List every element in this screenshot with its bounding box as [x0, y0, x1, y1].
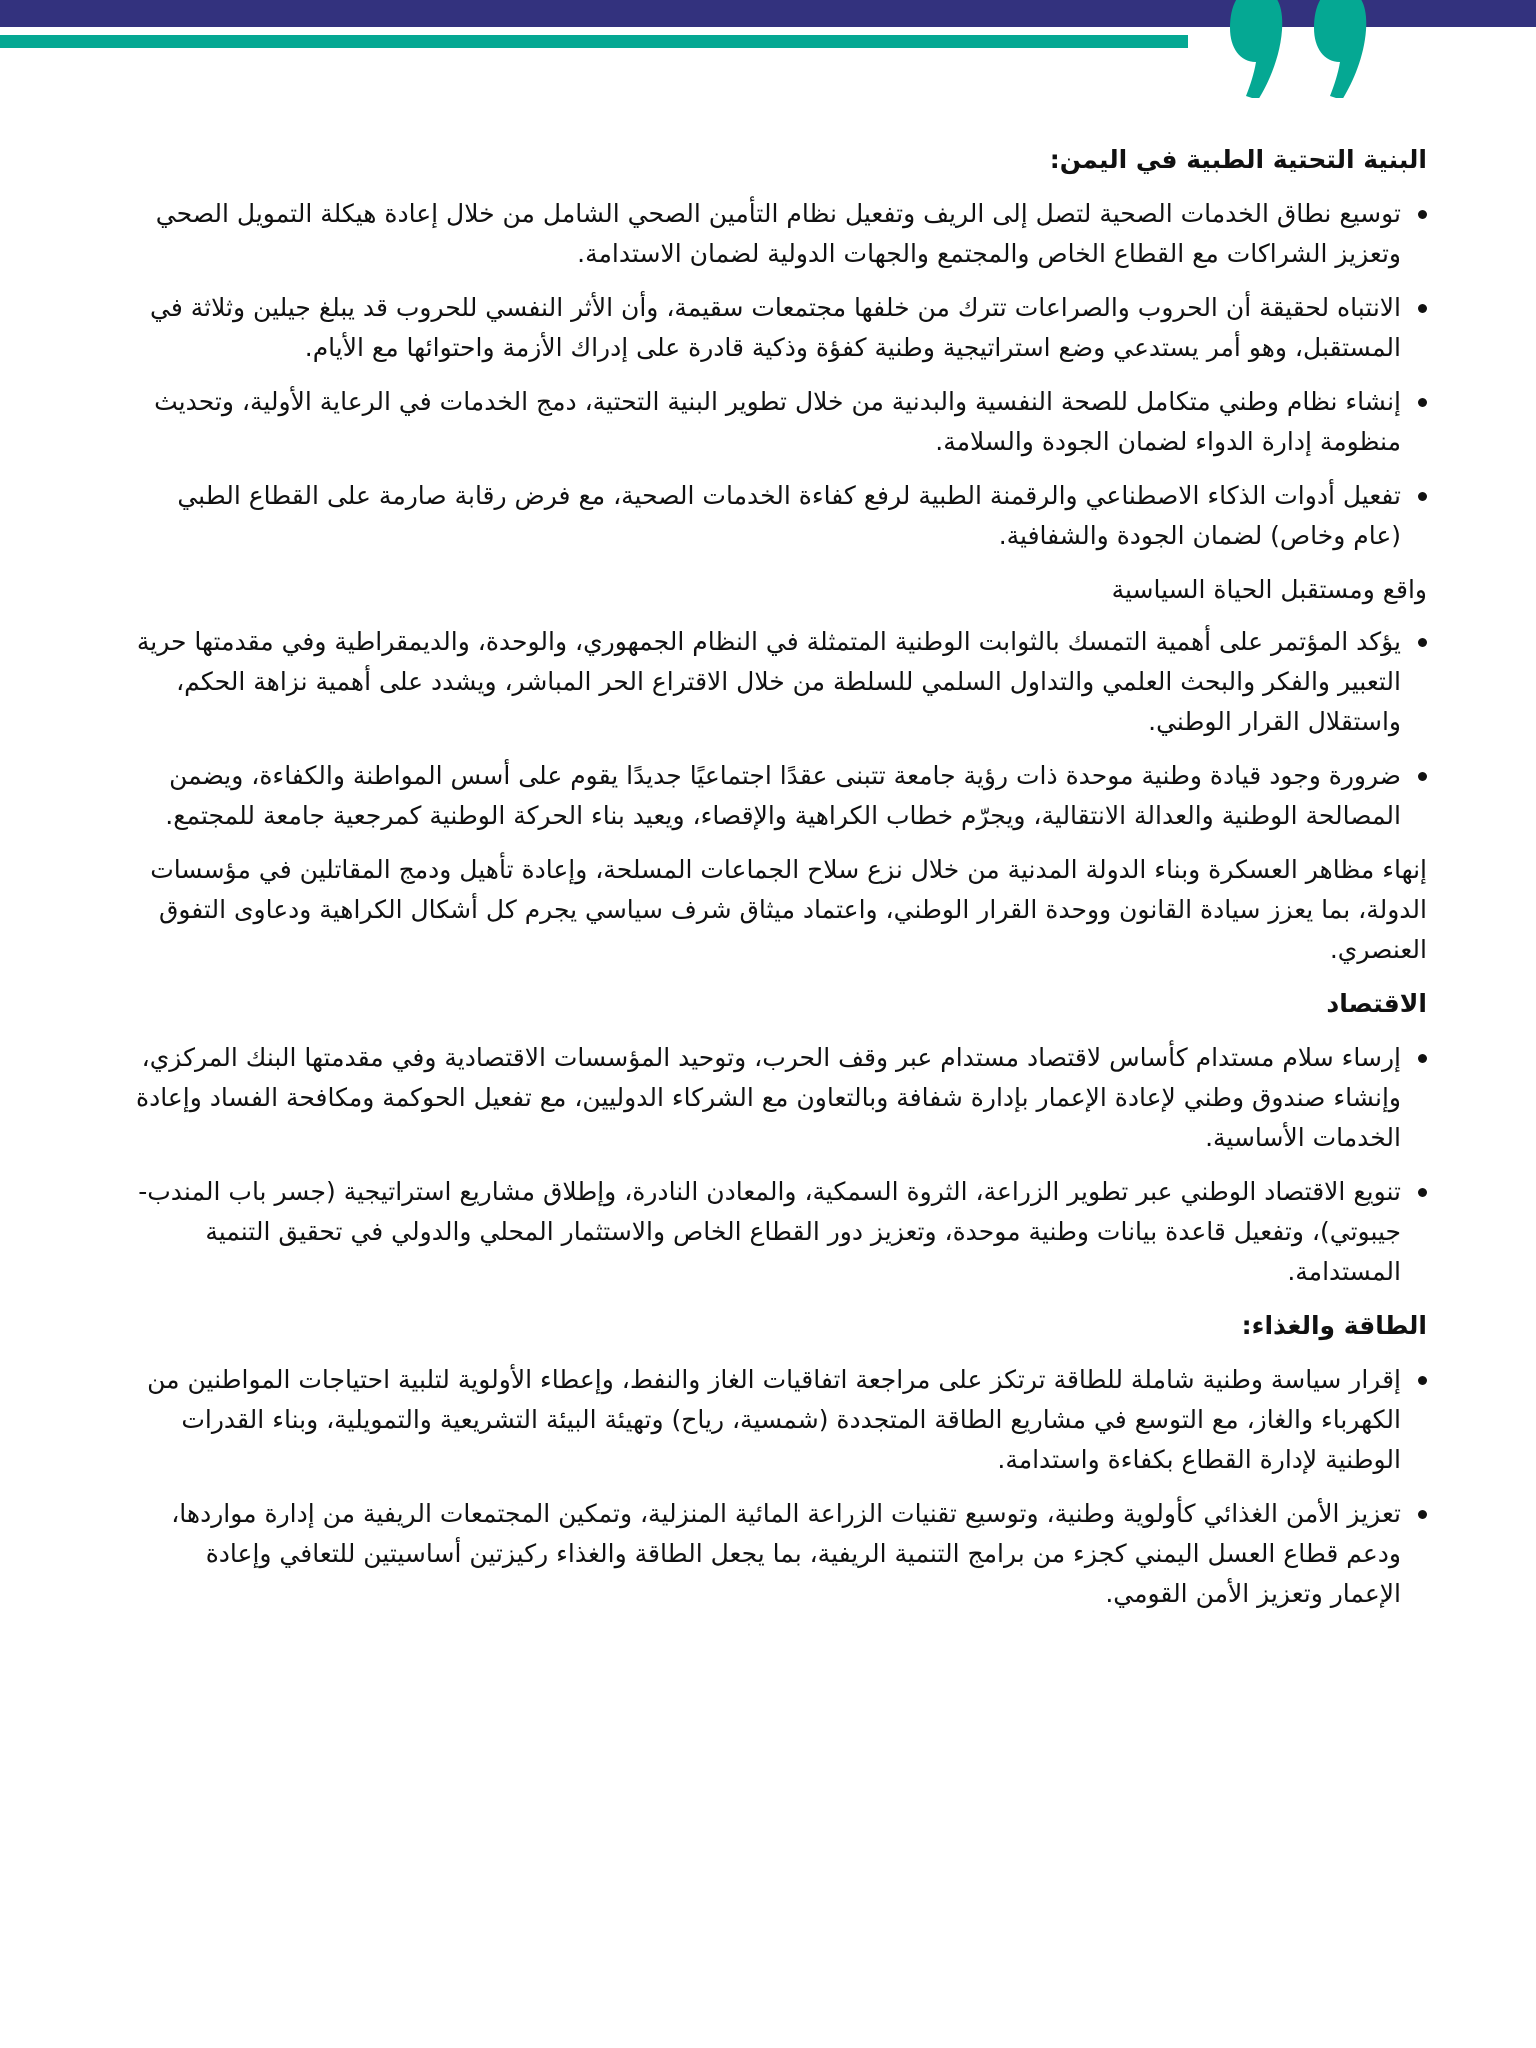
bullet-icon: [1418, 492, 1427, 501]
bullet-icon: [1418, 1188, 1427, 1197]
bullet-icon: [1418, 210, 1427, 219]
list-item-text: يؤكد المؤتمر على أهمية التمسك بالثوابت الوطنية المتمثلة في النظام الجمهوري، والوحدة، والديمقراطية وفي مقدمتها حرية التعبير والفكر والبحث العلمي والتداول السلمي للسلطة من خلال الاقتراع الحر المباشر، ويشدد على أهمية نزاهة الحكم، واستقلال القرار الوطني.: [136, 627, 1401, 736]
section-energy-food: [133, 1306, 1427, 1614]
list-item: [133, 194, 1427, 274]
paragraph: إنهاء مظاهر العسكرة وبناء الدولة المدنية من خلال نزع سلاح الجماعات المسلحة، وإعادة تأهيل ودمج المقاتلين في مؤسسات الدولة، بما يعزز سيادة القانون ووحدة القرار الوطني، واعتماد ميثاق شرف سياسي يجرم كل أشكال الكراهية ودعاوى التفوق العنصري.: [150, 855, 1427, 964]
list-item: [133, 1494, 1427, 1614]
list-item: [133, 1360, 1427, 1480]
bullet-icon: [1418, 398, 1427, 407]
section-heading: الطاقة والغذاء:: [1241, 1311, 1427, 1340]
closing-quotation-mark-icon: [1218, 0, 1398, 98]
bullet-icon: [1418, 638, 1427, 647]
list-item: [133, 622, 1427, 742]
list-item: [133, 756, 1427, 836]
bullet-icon: [1418, 304, 1427, 313]
document-body: [133, 140, 1427, 1628]
list-item: [133, 288, 1427, 368]
list-item-text: إنشاء نظام وطني متكامل للصحة النفسية والبدنية من خلال تطوير البنية التحتية، دمج الخدمات في الرعاية الأولية، وتحديث منظومة إدارة الدواء لضمان الجودة والسلامة.: [154, 387, 1401, 456]
section-medical-infrastructure: [133, 140, 1427, 556]
list-item-text: الانتباه لحقيقة أن الحروب والصراعات تترك من خلفها مجتمعات سقيمة، وأن الأثر النفسي للحروب قد يبلغ جيلين وثلاثة في المستقبل، وهو أمر يستدعي وضع استراتيجية وطنية كفؤة وذكية قادرة على إدراك الأزمة واحتوائها مع الأيام.: [150, 293, 1401, 362]
list-item: [133, 1172, 1427, 1292]
list-item-text: إرساء سلام مستدام كأساس لاقتصاد مستدام عبر وقف الحرب، وتوحيد المؤسسات الاقتصادية وفي مقدمتها البنك المركزي، وإنشاء صندوق وطني لإعادة الإعمار بإدارة شفافة وبالتعاون مع الشركاء الدوليين، مع تفعيل الحوكمة ومكافحة الفساد وإعادة الخدمات الأساسية.: [136, 1043, 1401, 1152]
quote-right-comma: [1314, 0, 1366, 98]
bullet-icon: [1418, 1510, 1427, 1519]
bullet-icon: [1418, 1376, 1427, 1385]
section-political-life: [133, 570, 1427, 970]
list-item: [133, 382, 1427, 462]
bullet-list: [133, 1360, 1427, 1614]
section-heading: البنية التحتية الطبية في اليمن:: [1049, 145, 1427, 174]
list-item: [133, 1038, 1427, 1158]
accent-stripe: [0, 35, 1188, 48]
quote-left-comma: [1230, 0, 1282, 98]
bullet-list: [133, 194, 1427, 556]
list-item-text: ضرورة وجود قيادة وطنية موحدة ذات رؤية جامعة تتبنى عقدًا اجتماعيًا جديدًا يقوم على أسس المواطنة والكفاءة، ويضمن المصالحة الوطنية والعدالة الانتقالية، ويجرّم خطاب الكراهية والإقصاء، ويعيد بناء الحركة الوطنية كمرجعية جامعة للمجتمع.: [165, 761, 1401, 830]
list-item-text: تعزيز الأمن الغذائي كأولوية وطنية، وتوسيع تقنيات الزراعة المائية المنزلية، وتمكين المجتمعات الريفية من إدارة مواردها، ودعم قطاع العسل اليمني كجزء من برامج التنمية الريفية، بما يجعل الطاقة والغذاء ركيزتين أساسيتين للتعافي وإعادة الإعمار وتعزيز الأمن القومي.: [171, 1499, 1401, 1608]
bullet-list: [133, 622, 1427, 836]
list-item-text: توسيع نطاق الخدمات الصحية لتصل إلى الريف وتفعيل نظام التأمين الصحي الشامل من خلال إعادة هيكلة التمويل الصحي وتعزيز الشراكات مع القطاع الخاص والمجتمع والجهات الدولية لضمان الاستدامة.: [155, 199, 1401, 268]
list-item-text: تفعيل أدوات الذكاء الاصطناعي والرقمنة الطبية لرفع كفاءة الخدمات الصحية، مع فرض رقابة صارمة على القطاع الطبي (عام وخاص) لضمان الجودة والشفافية.: [177, 481, 1401, 550]
section-economy: [133, 984, 1427, 1292]
section-heading: الاقتصاد: [1326, 989, 1427, 1018]
bullet-icon: [1418, 772, 1427, 781]
bullet-list: [133, 1038, 1427, 1292]
section-heading: واقع ومستقبل الحياة السياسية: [1111, 575, 1427, 604]
list-item-text: تنويع الاقتصاد الوطني عبر تطوير الزراعة، الثروة السمكية، والمعادن النادرة، وإطلاق مشاريع استراتيجية (جسر باب المندب-جيبوتي)، وتفعيل قاعدة بيانات وطنية موحدة، وتعزيز دور القطاع الخاص والاستثمار المحلي والدولي في تحقيق التنمية المستدامة.: [138, 1177, 1401, 1286]
list-item: [133, 476, 1427, 556]
list-item-text: إقرار سياسة وطنية شاملة للطاقة ترتكز على مراجعة اتفاقيات الغاز والنفط، وإعطاء الأولوية لتلبية احتياجات المواطنين من الكهرباء والغاز، مع التوسع في مشاريع الطاقة المتجددة (شمسية، رياح) وتهيئة البيئة التشريعية والتمويلية، وبناء القدرات الوطنية لإدارة القطاع بكفاءة واستدامة.: [147, 1365, 1401, 1474]
bullet-icon: [1418, 1054, 1427, 1063]
